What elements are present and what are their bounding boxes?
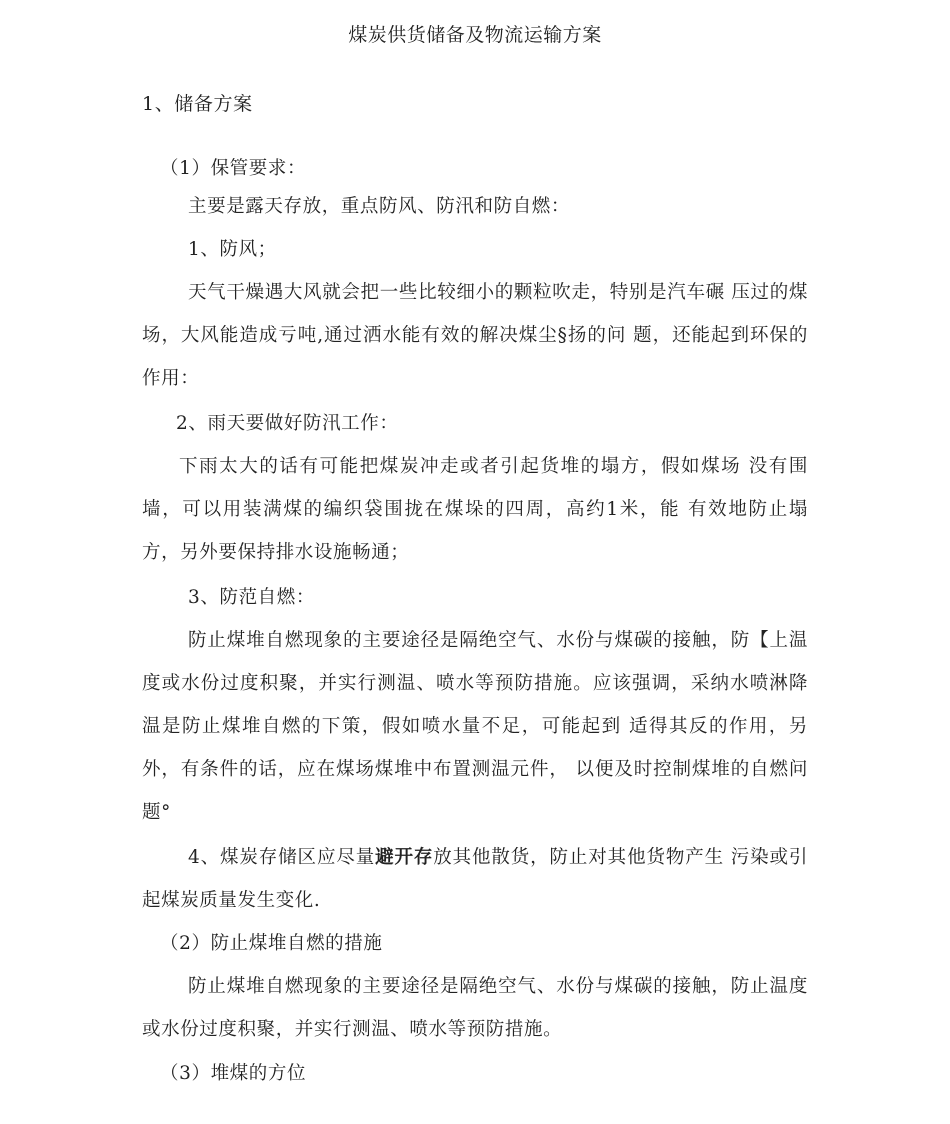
paragraph-flood-prevention: 下雨太大的话有可能把煤炭冲走或者引起货堆的塌方，假如煤场 没有围墙，可以用装满煤的编织袋围拢在煤垛的四周，高约1米，能 有效地防止塌方，另外要保持排水设施畅通； — [142, 456, 808, 563]
subsection-heading-pile-orientation: （3）堆煤的方位 — [160, 1063, 307, 1084]
paragraph-storage-intro: 主要是露天存放，重点防风、防汛和防自燃： — [188, 196, 571, 217]
paragraph-spontaneous-combustion: 防止煤堆自燃现象的主要途径是隔绝空气、水份与煤碳的接触，防【上温度或水份过度积聚，并实行测温、喷水等预防措施。应该强调，采纳水喷淋降温是防止煤堆自燃的下策，假如喷水量不足，可能起到 适得其反的作用，另外，有条件的话，应在煤场煤堆中布置测温元件， 以便及时控制煤堆的自燃问题° — [142, 630, 808, 823]
section-heading-reserve-plan: 1、储备方案 — [142, 93, 253, 115]
document-title: 煤炭供货储备及物流运输方案 — [348, 24, 602, 46]
subsection-heading-combustion-measures: （2）防止煤堆自燃的措施 — [160, 933, 383, 954]
storage-area-emphasis: 避开存 — [375, 847, 434, 868]
item-heading-spontaneous-combustion: 3、防范自燃： — [188, 587, 315, 608]
paragraph-storage-area — [142, 836, 808, 922]
subsection-heading-storage-requirements: （1）保管要求： — [160, 158, 307, 179]
storage-area-suffix: 放其他散货，防止对其他货物产生 污染或引起煤炭质量发生变化. — [142, 847, 808, 911]
item-heading-flood-prevention: 2、雨天要做好防汛工作： — [176, 413, 399, 434]
paragraph-combustion-measures: 防止煤堆自燃现象的主要途径是隔绝空气、水份与煤碳的接触，防止温度或水份过度积聚，并实行测温、喷水等预防措施。 — [142, 976, 808, 1040]
item-heading-windproof: 1、防风； — [188, 239, 277, 260]
storage-area-prefix: 4、煤炭存储区应尽量 — [188, 847, 376, 868]
paragraph-windproof: 天气干燥遇大风就会把一些比较细小的颗粒吹走，特别是汽车碾 压过的煤场，大风能造成亏吨,通过洒水能有效的解决煤尘§扬的问 题，还能起到环保的作用： — [142, 282, 808, 389]
